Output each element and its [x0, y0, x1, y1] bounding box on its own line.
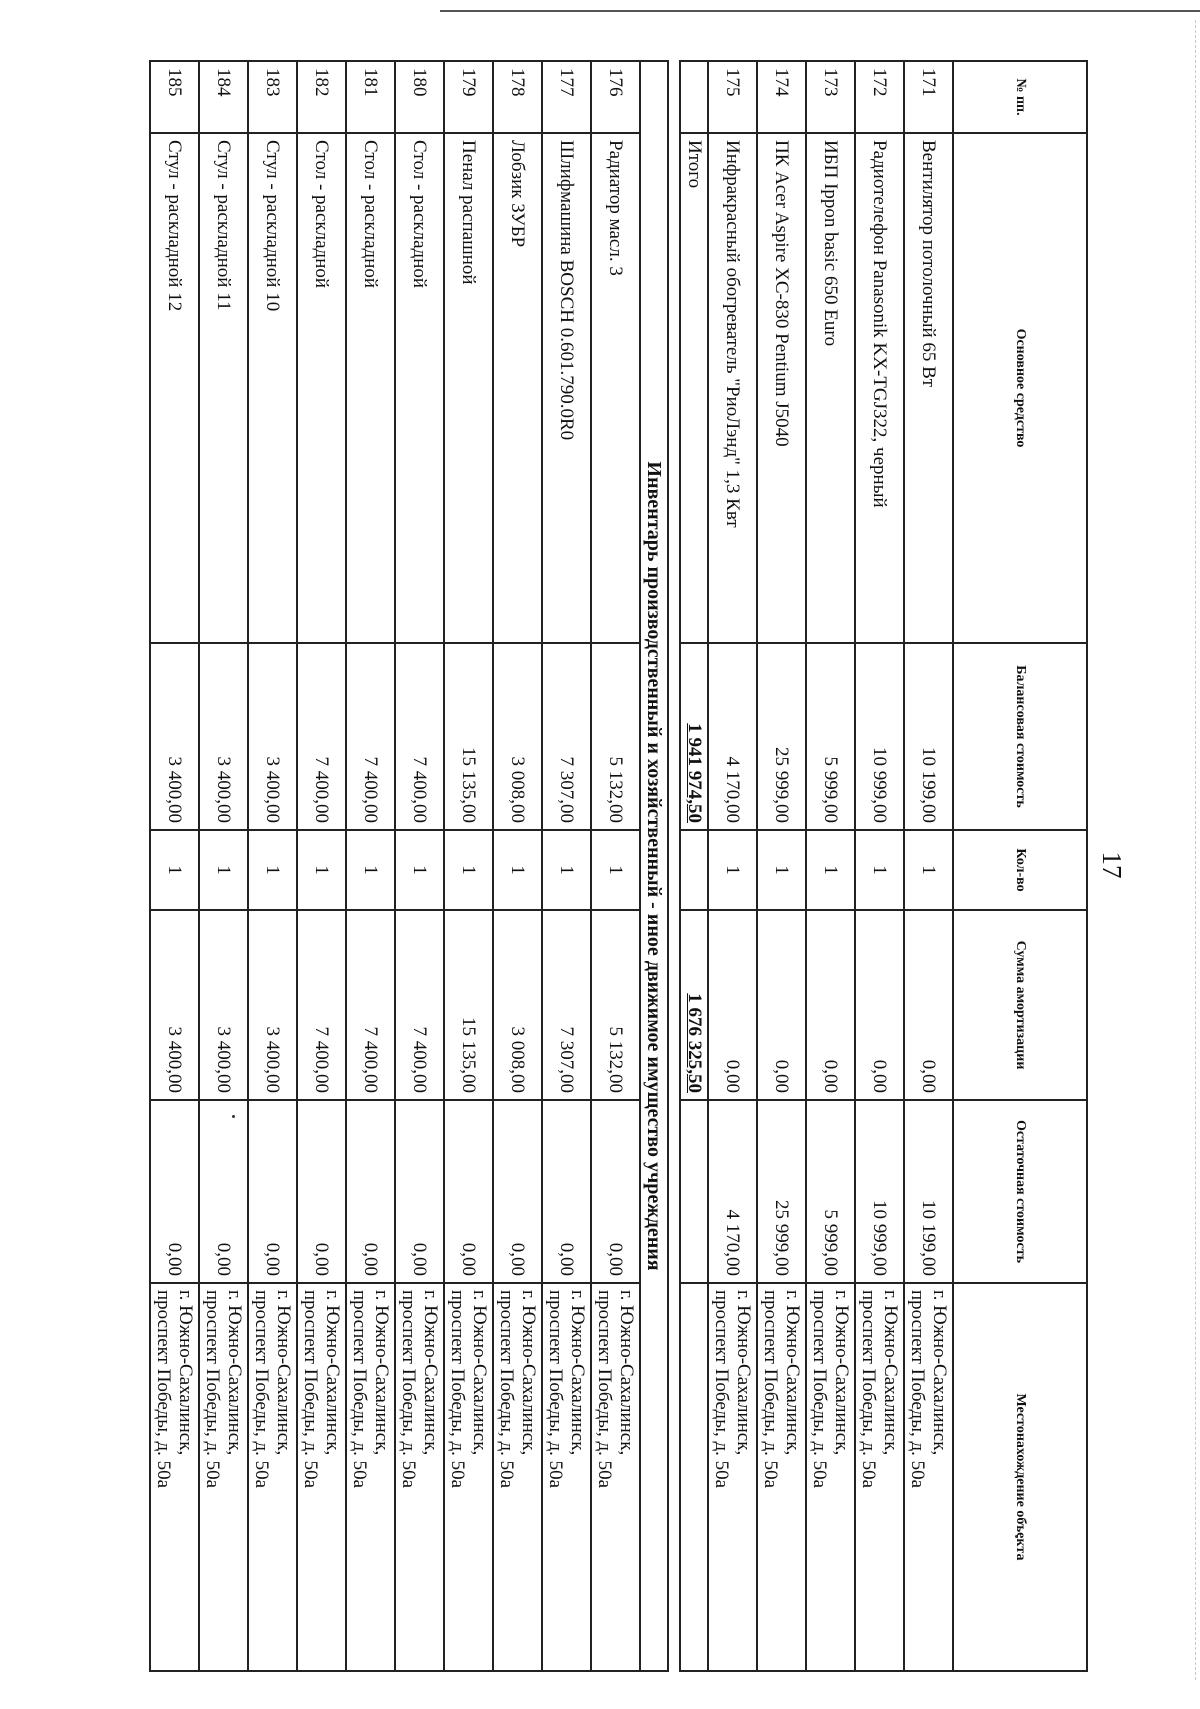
cell-asset: Стул - раскладной 11: [199, 133, 248, 643]
cell-residual: 10 999,00: [855, 1100, 904, 1283]
table-row: [248, 61, 297, 1671]
cell-depreciation: 0,00: [757, 910, 806, 1100]
location-line-1: г. Южно-Сахалинск,: [616, 1290, 638, 1456]
header-depreciation: Сумма амортизации: [953, 910, 1087, 1100]
location-line-1: г. Южно-Сахалинск,: [273, 1290, 295, 1456]
header-residual: Остаточная стоимость: [953, 1100, 1087, 1283]
total-balance: 1 941 974,50: [680, 643, 708, 830]
cell-location: [395, 1283, 444, 1671]
location-line-1: г. Южно-Сахалинск,: [880, 1290, 902, 1456]
cell-depreciation: 0,00: [855, 910, 904, 1100]
location-line-2: проспект Победы, д. 50а: [153, 1290, 175, 1489]
location-line-2: проспект Победы, д. 50а: [545, 1290, 567, 1489]
cell-num: 177: [542, 61, 591, 133]
cell-balance: 3 400,00: [248, 643, 297, 830]
cell-residual: 0,00: [199, 1100, 248, 1283]
location-line-1: г. Южно-Сахалинск,: [469, 1290, 491, 1456]
location-line-2: проспект Победы, д. 50а: [349, 1290, 371, 1489]
cell-num: 180: [395, 61, 444, 133]
cell-location: [542, 1283, 591, 1671]
table-header-row: [953, 61, 1087, 1671]
cell-location: [248, 1283, 297, 1671]
cell-balance: 10 199,00: [904, 643, 953, 830]
cell-asset: Инфракрасный обогреватель "РиоЛэнд" 1,3 Квт: [708, 133, 757, 643]
cell-balance: 7 400,00: [297, 643, 346, 830]
cell-asset: ПК Acer Aspire XC-830 Pentium J5040: [757, 133, 806, 643]
header-num: № пп.: [953, 61, 1087, 133]
cell-num: 173: [806, 61, 855, 133]
cell-asset: Стол - раскладной: [395, 133, 444, 643]
cell-balance: 5 132,00: [591, 643, 640, 830]
location-line-1: г. Южно-Сахалинск,: [831, 1290, 853, 1456]
cell-num: 174: [757, 61, 806, 133]
location-line-1: г. Южно-Сахалинск,: [929, 1290, 951, 1456]
table-row: [395, 61, 444, 1671]
cell-residual: 0,00: [297, 1100, 346, 1283]
cell-qty: 1: [542, 830, 591, 910]
table-row: [493, 61, 542, 1671]
cell-location: [346, 1283, 395, 1671]
location-line-1: г. Южно-Сахалинск,: [322, 1290, 344, 1456]
table-row: [542, 61, 591, 1671]
table-row: [591, 61, 640, 1671]
cell-location: [150, 1283, 199, 1671]
location-line-2: проспект Победы, д. 50а: [594, 1290, 616, 1489]
cell-depreciation: 3 400,00: [199, 910, 248, 1100]
cell-residual: 0,00: [346, 1100, 395, 1283]
cell-balance: 10 999,00: [855, 643, 904, 830]
location-line-1: г. Южно-Сахалинск,: [371, 1290, 393, 1456]
section-title: Инвентарь производственный и хозяйственный - иное движимое имущество учреждения: [640, 61, 668, 1671]
cell-location: [855, 1283, 904, 1671]
cell-asset: Стол - раскладной: [346, 133, 395, 643]
location-line-2: проспект Победы, д. 50а: [251, 1290, 273, 1489]
total-depreciation: 1 676 325,50: [680, 910, 708, 1100]
cell-depreciation: 0,00: [806, 910, 855, 1100]
cell-balance: 3 008,00: [493, 643, 542, 830]
cell-depreciation: 7 400,00: [297, 910, 346, 1100]
location-line-1: г. Южно-Сахалинск,: [175, 1290, 197, 1456]
cell-residual: 0,00: [150, 1100, 199, 1283]
cell-asset: Шлифмашина BOSCH 0.601.790.0R0: [542, 133, 591, 643]
scan-edge-line: [440, 10, 1200, 12]
cell-location: [199, 1283, 248, 1671]
location-line-2: проспект Победы, д. 50а: [760, 1290, 782, 1489]
cell-location: [297, 1283, 346, 1671]
location-line-2: проспект Победы, д. 50а: [496, 1290, 518, 1489]
cell-residual: 4 170,00: [708, 1100, 757, 1283]
cell-residual: 0,00: [591, 1100, 640, 1283]
section-gap: [668, 61, 680, 1671]
cell-balance: 7 400,00: [346, 643, 395, 830]
cell-location: [904, 1283, 953, 1671]
cell-num: 178: [493, 61, 542, 133]
cell-depreciation: 0,00: [708, 910, 757, 1100]
cell-location: [708, 1283, 757, 1671]
inventory-table: [149, 60, 1088, 1672]
cell-num: 182: [297, 61, 346, 133]
cell-num: 176: [591, 61, 640, 133]
table-row: [297, 61, 346, 1671]
cell-qty: 1: [199, 830, 248, 910]
cell-balance: 7 400,00: [395, 643, 444, 830]
cell-qty: 1: [346, 830, 395, 910]
cell-residual: 0,00: [542, 1100, 591, 1283]
location-line-2: проспект Победы, д. 50а: [809, 1290, 831, 1489]
cell-num: 184: [199, 61, 248, 133]
cell-balance: 3 400,00: [199, 643, 248, 830]
cell-qty: 1: [297, 830, 346, 910]
cell-location: [806, 1283, 855, 1671]
cell-num: 183: [248, 61, 297, 133]
table-row: [199, 61, 248, 1671]
cell-residual: 10 199,00: [904, 1100, 953, 1283]
cell-qty: 1: [493, 830, 542, 910]
cell-residual: 25 999,00: [757, 1100, 806, 1283]
cell-qty: 1: [248, 830, 297, 910]
cell-qty: 1: [757, 830, 806, 910]
total-label: Итого: [680, 133, 708, 643]
location-line-1: г. Южно-Сахалинск,: [782, 1290, 804, 1456]
cell-balance: 3 400,00: [150, 643, 199, 830]
cell-residual: 0,00: [248, 1100, 297, 1283]
page-number: 17: [1097, 851, 1127, 879]
cell-asset: Радиотелефон Panasonik KX-TGJ322, черный: [855, 133, 904, 643]
location-line-2: проспект Победы, д. 50а: [398, 1290, 420, 1489]
location-line-1: г. Южно-Сахалинск,: [567, 1290, 589, 1456]
cell-depreciation: 0,00: [904, 910, 953, 1100]
location-line-1: г. Южно-Сахалинск,: [420, 1290, 442, 1456]
cell-qty: 1: [855, 830, 904, 910]
table-row: [150, 61, 199, 1671]
cell-residual: 0,00: [493, 1100, 542, 1283]
total-row: [680, 61, 708, 1671]
cell-balance: 15 135,00: [444, 643, 493, 830]
location-line-1: г. Южно-Сахалинск,: [224, 1290, 246, 1456]
table-body-top: [708, 61, 953, 1671]
header-qty: Кол-во: [953, 830, 1087, 910]
cell-residual: 0,00: [444, 1100, 493, 1283]
cell-residual: 5 999,00: [806, 1100, 855, 1283]
table-row: [757, 61, 806, 1671]
table-row: [855, 61, 904, 1671]
header-balance: Балансовая стоимость: [953, 643, 1087, 830]
cell-location: [757, 1283, 806, 1671]
cell-depreciation: 7 400,00: [346, 910, 395, 1100]
cell-num: 172: [855, 61, 904, 133]
location-line-2: проспект Победы, д. 50а: [858, 1290, 880, 1489]
cell-depreciation: 7 307,00: [542, 910, 591, 1100]
cell-num: 175: [708, 61, 757, 133]
cell-asset: Вентилятор потолочный 65 Вт: [904, 133, 953, 643]
cell-depreciation: 5 132,00: [591, 910, 640, 1100]
cell-qty: 1: [395, 830, 444, 910]
location-line-1: г. Южно-Сахалинск,: [518, 1290, 540, 1456]
table-body-bottom: [150, 61, 640, 1671]
cell-num: 179: [444, 61, 493, 133]
location-line-1: г. Южно-Сахалинск,: [733, 1290, 755, 1456]
rotated-page: [63, 60, 1133, 1670]
table-row: [806, 61, 855, 1671]
location-line-2: проспект Победы, д. 50а: [300, 1290, 322, 1489]
table-total-block: [640, 61, 708, 1671]
cell-asset: Стул - раскладной 10: [248, 133, 297, 643]
cell-location: [591, 1283, 640, 1671]
cell-qty: 1: [806, 830, 855, 910]
cell-num: 181: [346, 61, 395, 133]
table-row: [444, 61, 493, 1671]
header-location: Местонахождение объекта: [953, 1283, 1087, 1671]
cell-balance: 7 307,00: [542, 643, 591, 830]
cell-balance: 25 999,00: [757, 643, 806, 830]
cell-qty: 1: [444, 830, 493, 910]
cell-asset: Стол - раскладной: [297, 133, 346, 643]
header-asset: Основное средство: [953, 133, 1087, 643]
table-row: [904, 61, 953, 1671]
cell-qty: 1: [150, 830, 199, 910]
cell-balance: 4 170,00: [708, 643, 757, 830]
cell-depreciation: 3 008,00: [493, 910, 542, 1100]
cell-qty: 1: [591, 830, 640, 910]
scan-edge-line: [1195, 20, 1196, 1680]
cell-asset: Стул - раскладной 12: [150, 133, 199, 643]
location-line-2: проспект Победы, д. 50а: [202, 1290, 224, 1489]
cell-qty: 1: [708, 830, 757, 910]
location-line-2: проспект Победы, д. 50а: [447, 1290, 469, 1489]
cell-asset: Радиатор масл. 3: [591, 133, 640, 643]
cell-depreciation: 15 135,00: [444, 910, 493, 1100]
cell-location: [493, 1283, 542, 1671]
cell-depreciation: 3 400,00: [248, 910, 297, 1100]
cell-depreciation: 3 400,00: [150, 910, 199, 1100]
cell-num: 185: [150, 61, 199, 133]
cell-residual: 0,00: [395, 1100, 444, 1283]
cell-asset: Лобзик ЗУБР: [493, 133, 542, 643]
cell-depreciation: 7 400,00: [395, 910, 444, 1100]
cell-asset: ИБП Ippon basic 650 Euro: [806, 133, 855, 643]
cell-balance: 5 999,00: [806, 643, 855, 830]
table-row: [708, 61, 757, 1671]
section-row: [640, 61, 668, 1671]
table-row: [346, 61, 395, 1671]
cell-num: 171: [904, 61, 953, 133]
cell-location: [444, 1283, 493, 1671]
cell-asset: Пенал распашной: [444, 133, 493, 643]
cell-qty: 1: [904, 830, 953, 910]
location-line-2: проспект Победы, д. 50а: [907, 1290, 929, 1489]
location-line-2: проспект Победы, д. 50а: [711, 1290, 733, 1489]
